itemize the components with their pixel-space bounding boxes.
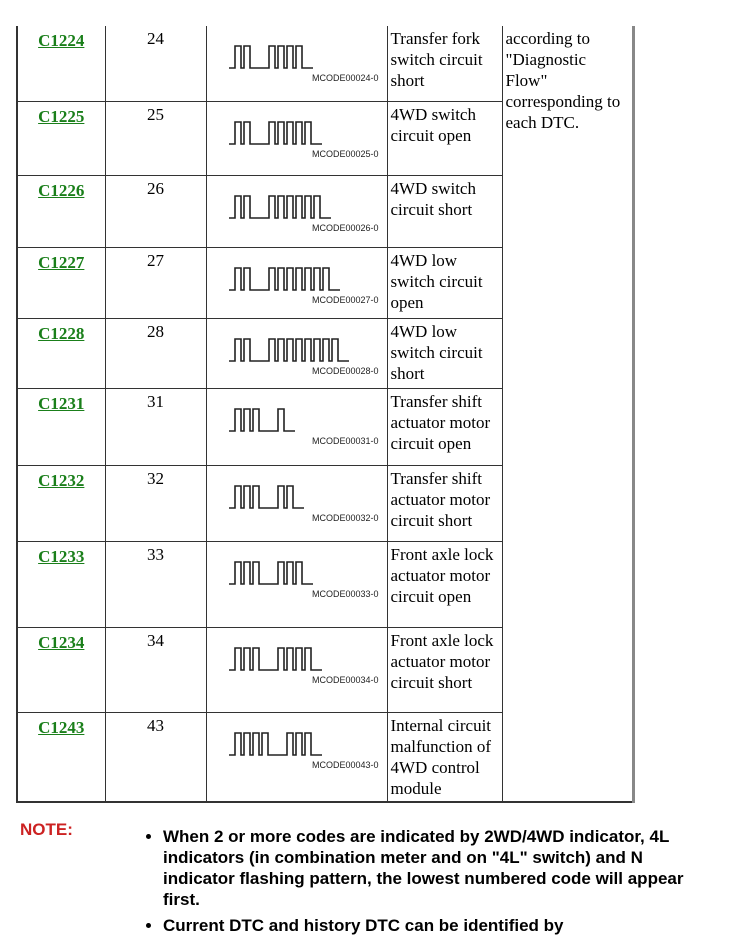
- image-code: MCODE00033-0: [311, 588, 379, 599]
- dtc-description: Transfer shift actuator motor circuit open: [387, 388, 502, 465]
- dtc-description: Transfer shift actuator motor circuit short: [387, 465, 502, 541]
- dtc-link[interactable]: C1226: [38, 180, 85, 200]
- image-code: MCODE00043-0: [311, 759, 379, 770]
- flash-pattern-cell: [206, 465, 387, 541]
- flash-code: 43: [105, 712, 206, 802]
- flash-pattern-waveform: [229, 640, 326, 674]
- flash-code: 25: [105, 101, 206, 175]
- image-code: MCODE00028-0: [311, 365, 379, 376]
- dtc-link[interactable]: C1225: [38, 106, 85, 126]
- dtc-table: [16, 26, 635, 803]
- note-item: • Current DTC and history DTC can be identified by: [163, 915, 703, 936]
- dtc-description: 4WD low switch circuit short: [387, 318, 502, 388]
- flash-pattern-cell: [206, 627, 387, 712]
- image-code: MCODE00032-0: [311, 512, 379, 523]
- flash-pattern-waveform: [229, 725, 326, 759]
- dtc-description: Front axle lock actuator motor circuit open: [387, 541, 502, 627]
- flash-pattern-cell: [206, 318, 387, 388]
- flash-pattern-cell: [206, 247, 387, 318]
- image-code: MCODE00027-0: [311, 294, 379, 305]
- dtc-description: 4WD switch circuit short: [387, 175, 502, 247]
- flash-pattern-cell: [206, 388, 387, 465]
- dtc-link[interactable]: C1224: [38, 31, 85, 50]
- flash-pattern-waveform: [229, 188, 335, 222]
- flash-pattern-waveform: [229, 554, 317, 588]
- flash-code: 34: [105, 627, 206, 712]
- image-code: MCODE00031-0: [311, 435, 379, 446]
- dtc-link[interactable]: C1227: [38, 252, 85, 272]
- dtc-link[interactable]: C1228: [38, 323, 85, 343]
- flash-code: 26: [105, 175, 206, 247]
- image-code: MCODE00024-0: [311, 73, 379, 83]
- dtc-link[interactable]: C1233: [38, 546, 85, 566]
- flash-pattern-waveform: [229, 478, 308, 512]
- dtc-link[interactable]: C1232: [38, 470, 85, 490]
- flash-code: 33: [105, 541, 206, 627]
- image-code: MCODE00026-0: [311, 222, 379, 233]
- flash-code: 31: [105, 388, 206, 465]
- dtc-link[interactable]: C1231: [38, 393, 85, 413]
- flash-pattern-cell: [206, 712, 387, 802]
- dtc-description: 4WD low switch circuit open: [387, 247, 502, 318]
- dtc-description: Front axle lock actuator motor circuit short: [387, 627, 502, 712]
- table-row: [17, 26, 633, 101]
- flash-pattern-waveform: [229, 114, 326, 148]
- flash-pattern-waveform: [229, 38, 317, 72]
- dtc-description: 4WD switch circuit open: [387, 101, 502, 175]
- note-list: [146, 826, 703, 941]
- flash-pattern-waveform: [229, 331, 353, 365]
- remedy: according to "Diagnostic Flow" corresponding to each DTC.: [502, 26, 633, 802]
- flash-pattern-waveform: [229, 260, 344, 294]
- note-label: NOTE:: [20, 820, 73, 839]
- flash-code: 27: [105, 247, 206, 318]
- dtc-link[interactable]: C1243: [38, 717, 85, 737]
- note-item: • When 2 or more codes are indicated by 2WD/4WD indicator, 4L indicators (in combination meter and on "4L" switch) and N indicator flashing pattern, the lowest numbered code will appear first.: [163, 826, 703, 910]
- flash-code: 24: [105, 26, 206, 101]
- dtc-description: Transfer fork switch circuit short: [387, 26, 502, 101]
- image-code: MCODE00034-0: [311, 674, 379, 685]
- flash-code: 28: [105, 318, 206, 388]
- dtc-description: Internal circuit malfunction of 4WD control module: [387, 712, 502, 802]
- flash-pattern-waveform: [229, 401, 299, 435]
- flash-pattern-cell: [206, 541, 387, 627]
- flash-code: 32: [105, 465, 206, 541]
- dtc-link[interactable]: C1234: [38, 632, 85, 652]
- flash-pattern-cell: [206, 26, 387, 101]
- flash-pattern-cell: [206, 175, 387, 247]
- flash-pattern-cell: [206, 101, 387, 175]
- image-code: MCODE00025-0: [311, 148, 379, 159]
